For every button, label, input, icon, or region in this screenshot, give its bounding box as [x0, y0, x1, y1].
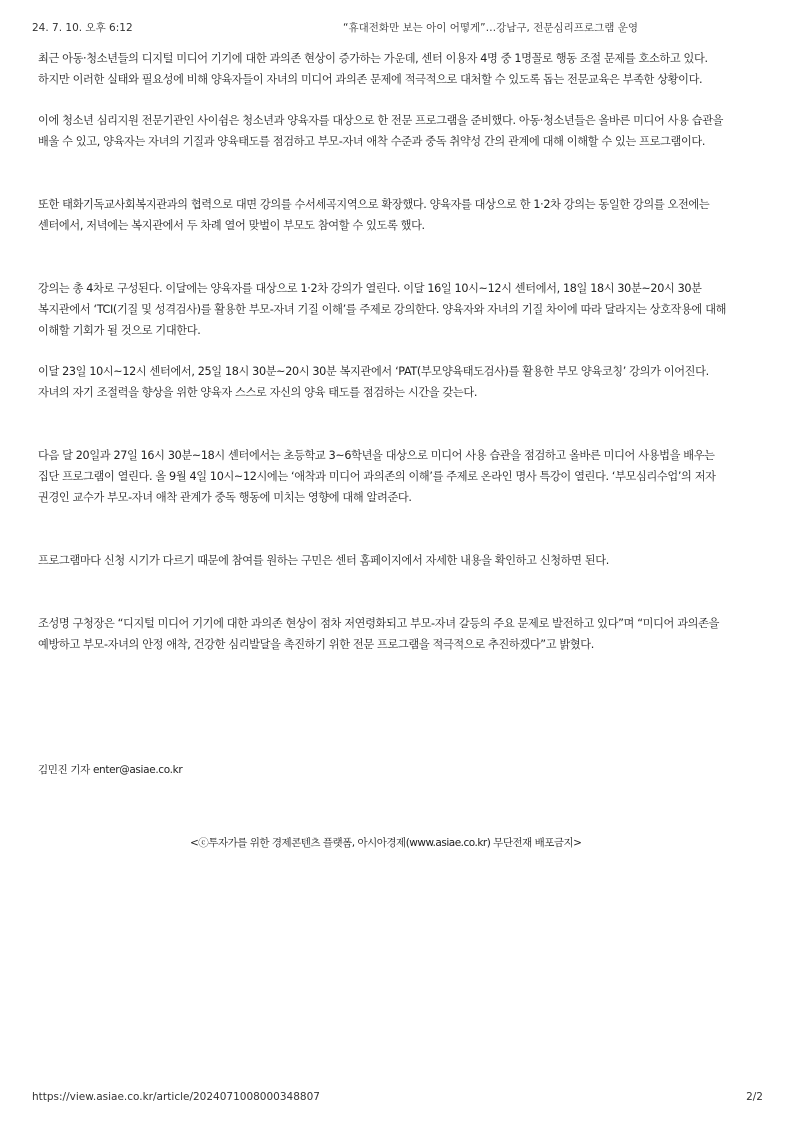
article-paragraph: 이달 23일 10시~12시 센터에서, 25일 18시 30분~20시 30분 복지관에서 ‘PAT(부모양육태도검사)를 활용한 부모 양육코칭’ 강의가 이어진다. 자녀의 자기 조절력을 향상을 위한 양육자 스스로 자신의 양육 태도를 점검하는 시간을 갖는다. — [38, 365, 709, 399]
article-paragraph: 다음 달 20일과 27일 16시 30분~18시 센터에서는 초등학교 3~6학년을 대상으로 미디어 사용 습관을 점검하고 올바른 미디어 사용법을 배우는 집단 프로그램이 열린다. 올 9월 4일 10시~12시에는 ‘애착과 미디어 과의존의 이해’를 주제로 온라인 명사 특강이 열린다. ‘부모심리수업’의 저자 권경인 교수가 부모-자녀 애착 관계가 중독 행동에 미치는 영향에 대해 알려준다. — [38, 449, 716, 504]
print-header — [32, 20, 761, 36]
article-paragraph: 또한 태화기독교사회복지관과의 협력으로 대면 강의를 수서세곡지역으로 확장했다. 양육자를 대상으로 한 1·2차 강의는 동일한 강의를 오전에는 센터에서, 저녁에는 복지관에서 두 차례 열어 맞벌이 부모도 참여할 수 있도록 했다. — [38, 198, 710, 232]
page-number: 2/2 — [746, 1091, 763, 1103]
article-paragraph: 이에 청소년 심리지원 전문기관인 사이쉼은 청소년과 양육자를 대상으로 한 전문 프로그램을 준비했다. 아동·청소년들은 올바른 미디어 사용 습관을 배울 수 있고, 양육자는 자녀의 기질과 양육태도를 점검하고 부모-자녀 애착 수준과 중독 취약성 간의 관계에 대해 이해할 수 있는 프로그램이다. — [38, 114, 724, 148]
article-body — [38, 48, 728, 781]
article-paragraph: 프로그램마다 신청 시기가 다르기 때문에 참여를 원하는 구민은 센터 홈페이지에서 자세한 내용을 확인하고 신청하면 된다. — [38, 554, 609, 567]
copyright-notice: <ⓒ투자가를 위한 경제콘텐츠 플랫폼, 아시아경제(www.asiae.co.kr) 무단전재 배포금지> — [190, 837, 582, 849]
article-paragraph: 강의는 총 4차로 구성된다. 이달에는 양육자를 대상으로 1·2차 강의가 열린다. 이달 16일 10시~12시 센터에서, 18일 18시 30분~20시 30분 복지관에서 ‘TCI(기질 및 성격검사)를 활용한 부모-자녀 기질 이해’를 주제로 강의한다. 양육자와 자녀의 기질 차이에 따라 달라지는 상호작용에 대해 이해할 기회가 될 것으로 기대한다. — [38, 282, 727, 337]
byline: 김민진 기자 enter@asiae.co.kr — [38, 764, 183, 776]
article-paragraph: 최근 아동·청소년들의 디지털 미디어 기기에 대한 과의존 현상이 증가하는 가운데, 센터 이용자 4명 중 1명꼴로 행동 조절 문제를 호소하고 있다. 하지만 이러한 실태와 필요성에 비해 양육자들이 자녀의 미디어 과의존 문제에 적극적으로 대처할 수 있도록 돕는 전문교육은 부족한 상황이다. — [38, 52, 708, 86]
article-paragraph: 조성명 구청장은 “디지털 미디어 기기에 대한 과의존 현상이 점차 저연령화되고 부모-자녀 갈등의 주요 문제로 발전하고 있다”며 “미디어 과의존을 예방하고 부모-자녀의 안정 애착, 건강한 심리발달을 촉진하기 위한 전문 프로그램을 적극적으로 추진하겠다”고 밝혔다. — [38, 617, 720, 651]
print-footer — [32, 1091, 763, 1107]
print-datetime: 24. 7. 10. 오후 6:12 — [32, 22, 133, 34]
print-url: https://view.asiae.co.kr/article/2024071008000348807 — [32, 1091, 320, 1103]
print-page-title: “휴대전화만 보는 아이 어떻게”…강남구, 전문심리프로그램 운영 — [343, 22, 638, 34]
